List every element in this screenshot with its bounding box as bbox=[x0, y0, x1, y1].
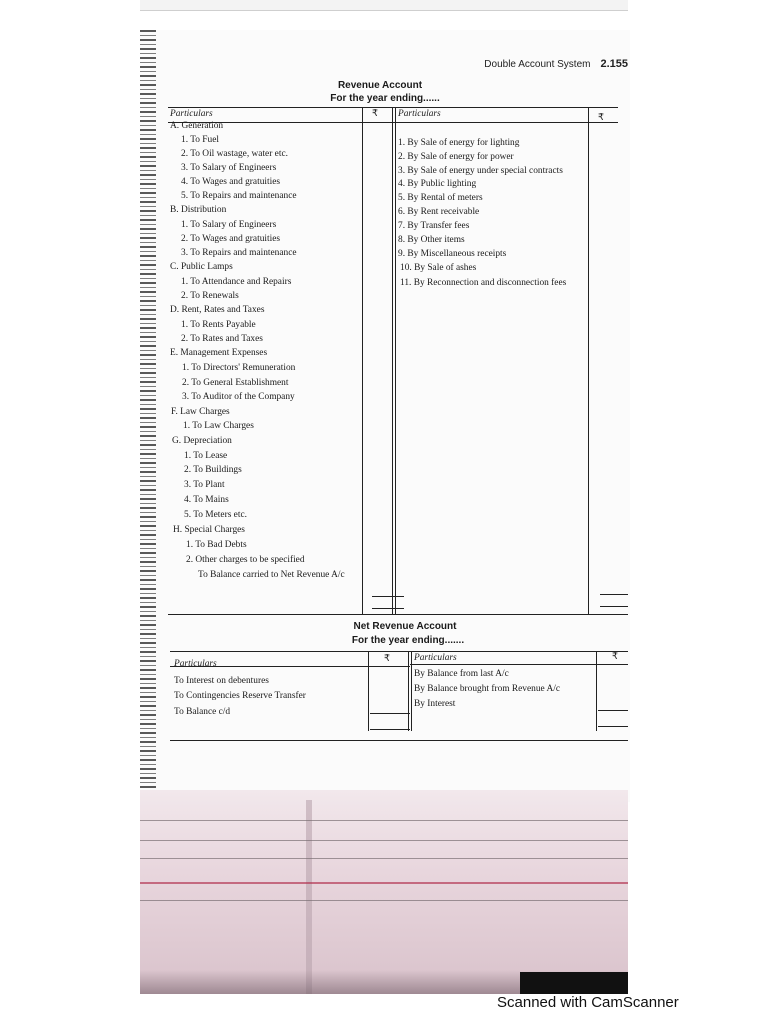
page-number: 2.155 bbox=[600, 58, 628, 70]
debit-line: A. Generation bbox=[170, 121, 224, 131]
credit-line: 7. By Transfer fees bbox=[398, 221, 470, 231]
credit-line: 2. By Sale of energy for power bbox=[398, 152, 514, 162]
debit-line: 1. To Directors' Remuneration bbox=[182, 363, 296, 373]
revenue-account-subtitle: For the year ending...... bbox=[330, 93, 440, 104]
revenue-account-title: Revenue Account bbox=[337, 80, 423, 91]
debit-line: 1. To Law Charges bbox=[183, 421, 254, 431]
debit-line: 2. Other charges to be specified bbox=[186, 555, 305, 565]
debit-line: 1. To Fuel bbox=[181, 135, 219, 145]
credit-line: 8. By Other items bbox=[398, 235, 465, 245]
credit-line: 9. By Miscellaneous receipts bbox=[398, 249, 507, 259]
debit-line: 2. To Renewals bbox=[181, 291, 239, 301]
debit-line: 1. To Lease bbox=[184, 451, 228, 461]
credit-line: 6. By Rent receivable bbox=[398, 207, 480, 217]
credit-line: 1. By Sale of energy for lighting bbox=[398, 138, 520, 148]
revenue-col-amount-right: ₹ bbox=[598, 113, 604, 123]
net-credit-line: By Balance from last A/c bbox=[414, 669, 509, 679]
credit-line: 4. By Public lighting bbox=[398, 179, 477, 189]
net-revenue-title: Net Revenue Account bbox=[353, 621, 457, 632]
net-revenue-subtitle: For the year ending....... bbox=[351, 635, 465, 646]
debit-line: 2. To Rates and Taxes bbox=[181, 334, 263, 344]
top-page-edge bbox=[140, 0, 628, 11]
section-title: Double Account System bbox=[484, 59, 591, 70]
net-col-amount-left: ₹ bbox=[384, 654, 390, 664]
debit-line: E. Management Expenses bbox=[170, 348, 268, 358]
scanner-watermark: Scanned with CamScanner bbox=[497, 994, 679, 1011]
scan-corner-shadow bbox=[520, 972, 628, 994]
credit-line: 11. By Reconnection and disconnection fees bbox=[400, 278, 567, 288]
net-credit-line: By Interest bbox=[414, 699, 456, 709]
debit-line: F. Law Charges bbox=[171, 407, 230, 417]
debit-line: 2. To General Establishment bbox=[182, 378, 289, 388]
debit-line: 3. To Repairs and maintenance bbox=[181, 248, 297, 258]
book-page-background bbox=[140, 790, 628, 994]
debit-line: H. Special Charges bbox=[173, 525, 245, 535]
net-col-particulars-left: Particulars bbox=[174, 659, 217, 669]
book-fold bbox=[306, 800, 312, 994]
net-debit-line: To Contingencies Reserve Transfer bbox=[174, 691, 306, 701]
debit-line: D. Rent, Rates and Taxes bbox=[170, 305, 265, 315]
revenue-col-amount-left: ₹ bbox=[372, 109, 378, 119]
debit-line: 3. To Salary of Engineers bbox=[181, 163, 277, 173]
debit-line: 4. To Mains bbox=[184, 495, 229, 505]
debit-line: 3. To Auditor of the Company bbox=[182, 392, 295, 402]
credit-line: 10. By Sale of ashes bbox=[400, 263, 477, 273]
debit-line: 5. To Repairs and maintenance bbox=[181, 191, 297, 201]
debit-line: To Balance carried to Net Revenue A/c bbox=[198, 570, 345, 580]
debit-line: C. Public Lamps bbox=[170, 262, 233, 272]
debit-line: 5. To Meters etc. bbox=[184, 510, 247, 520]
net-col-amount-right: ₹ bbox=[612, 652, 618, 662]
debit-line: 2. To Buildings bbox=[184, 465, 242, 475]
binding-edge-noise bbox=[140, 30, 156, 790]
debit-line: 1. To Bad Debts bbox=[186, 540, 247, 550]
debit-line: 3. To Plant bbox=[184, 480, 225, 490]
debit-line: 2. To Oil wastage, water etc. bbox=[181, 149, 288, 159]
debit-line: B. Distribution bbox=[170, 205, 227, 215]
debit-line: 1. To Attendance and Repairs bbox=[181, 277, 292, 287]
credit-line: 5. By Rental of meters bbox=[398, 193, 483, 203]
credit-line: 3. By Sale of energy under special contracts bbox=[398, 166, 563, 176]
debit-line: 1. To Rents Payable bbox=[181, 320, 256, 330]
revenue-col-particulars-left: Particulars bbox=[170, 109, 213, 119]
net-debit-line: To Interest on debentures bbox=[174, 676, 269, 686]
net-col-particulars-right: Particulars bbox=[414, 653, 457, 663]
running-header bbox=[484, 58, 628, 70]
debit-line: 4. To Wages and gratuities bbox=[181, 177, 281, 187]
net-debit-line: To Balance c/d bbox=[174, 707, 231, 717]
debit-line: 1. To Salary of Engineers bbox=[181, 220, 277, 230]
debit-line: 2. To Wages and gratuities bbox=[181, 234, 281, 244]
revenue-col-particulars-right: Particulars bbox=[398, 109, 441, 119]
debit-line: G. Depreciation bbox=[172, 436, 232, 446]
net-credit-line: By Balance brought from Revenue A/c bbox=[414, 684, 561, 694]
